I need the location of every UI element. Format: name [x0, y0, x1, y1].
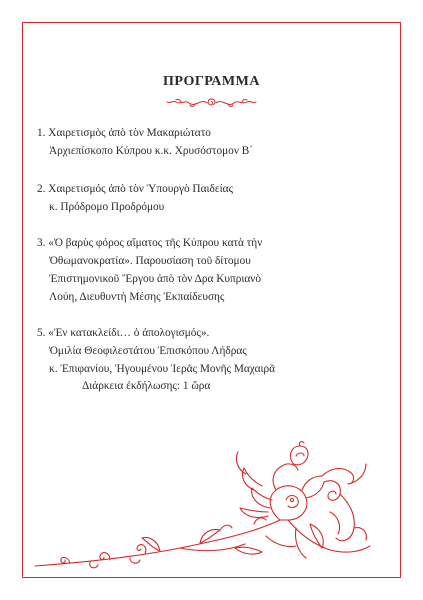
program-item-2 [37, 180, 377, 216]
program-item-line: Ἐπιστημονικοῦ Ἔργου ἀπὸ τὸν Δρα Κυπριανὸ [49, 273, 262, 285]
program-item-5 [37, 324, 377, 378]
program-item-line: Ὀθωμανοκρατία». Παρουσίαση τοῦ δίτομου [49, 255, 251, 267]
program-item-1 [37, 124, 377, 160]
floral-ornament [30, 440, 375, 572]
program-item-line: 3. «Ὁ βαρὺς φόρος αἵματος τῆς Κύπρου κατὰ τὴν [37, 237, 263, 249]
program-item-line: 1. Χαιρετισμὸς ἀπὸ τὸν Μακαριώτατο [37, 127, 211, 139]
program-item-line: Ἀρχιεπίσκοπο Κύπρου κ.κ. Χρυσόστομον Β΄ [49, 145, 254, 157]
program-item-3 [37, 234, 377, 306]
program-item-line: κ. Πρόδρομο Προδρόμου [49, 201, 165, 213]
title-ornament [163, 96, 260, 110]
page-title: ΠΡΟΓΡΑΜΜΑ [163, 74, 260, 89]
program-item-line: 2. Χαιρετισμός ἀπὸ τὸν Ὑπουργὸ Παιδείας [37, 183, 234, 195]
program-item-line: Λούη, Διευθυντὴ Μέσης Ἐκπαίδευσης [49, 291, 225, 303]
program-item-line: κ. Ἐπιφανίου, Ἡγουμένου Ἱερᾶς Μονῆς Μαχαιρᾶ [49, 363, 276, 375]
event-duration: Διάρκεια ἐκδήλωσης: 1 ὥρα [82, 380, 211, 392]
program-item-line: Ὁμιλία Θεοφιλεστάτου Ἐπισκόπου Λήδρας [49, 345, 247, 357]
program-item-line: 5. «Ἐν κατακλείδι… ὁ ἀπολογισμός». [37, 327, 210, 339]
